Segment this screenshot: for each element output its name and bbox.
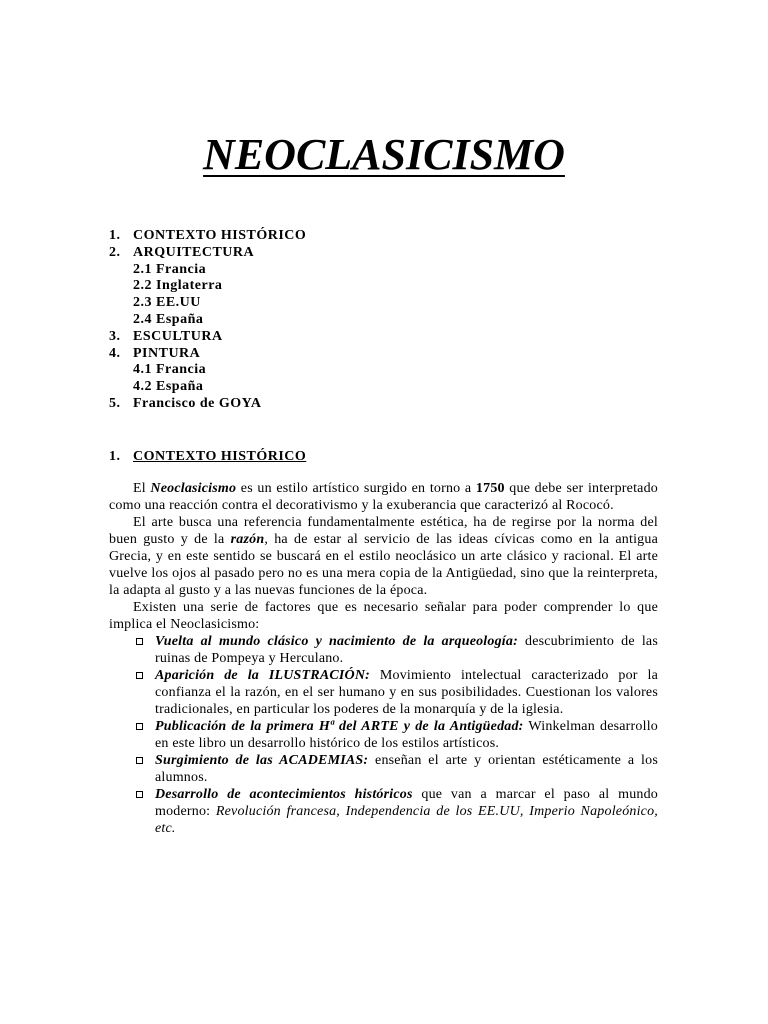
list-item-title: Desarrollo de acontecimientos históricos (155, 787, 413, 802)
toc-item (109, 396, 306, 413)
text-run: que debe ser interpretado como una reacción contra el decorativismo y la exuberancia que caracterizó al Rococó. (109, 481, 658, 513)
toc-item (109, 346, 306, 363)
list-item-title: Publicación de la primera Hª del ARTE y de la Antigüedad: (155, 719, 524, 734)
factor-list (109, 633, 658, 837)
emphasis-term: razón (230, 532, 265, 547)
toc-item-label: PINTURA (133, 345, 201, 361)
toc-item (109, 228, 306, 245)
toc-item (109, 329, 306, 346)
toc-item-number: 3. (109, 328, 121, 344)
list-item (109, 667, 658, 718)
toc-subitem: 4.1 Francia (133, 362, 207, 378)
section-body (109, 480, 658, 837)
toc-subitem: 2.3 EE.UU (133, 295, 201, 311)
toc-item-label: Francisco de GOYA (133, 395, 262, 411)
emphasis-term: Neoclasicismo (150, 481, 237, 496)
toc-subitem: 4.2 España (133, 379, 204, 395)
list-item (109, 752, 658, 786)
toc-item-number: 4. (109, 345, 121, 361)
section-number: 1. (109, 449, 121, 464)
toc-subitem: 2.1 Francia (133, 261, 207, 277)
list-item-title: Vuelta al mundo clásico y nacimiento de la arqueología: (155, 634, 518, 649)
text-run: El (133, 481, 151, 496)
toc-item-number: 5. (109, 395, 121, 411)
list-item-text: que van a marcar el paso al mundo moderno: (155, 787, 658, 819)
list-item-title: Surgimiento de las ACADEMIAS: (155, 753, 369, 768)
text-run: , ha de estar al servicio de las ideas cívicas como en la antigua Grecia, y en este sentido se buscará en el estilo neoclásico un arte clásico y racional. El arte vuelve los ojos al pasado pero no es una mera copia de la Antigüedad, sino que la reinterpreta, la adapta al gusto y a las nuevas funciones de la época. (109, 532, 658, 598)
list-item-text: descubrimiento de las ruinas de Pompeya y Herculano. (155, 634, 658, 666)
paragraph: Existen una serie de factores que es necesario señalar para poder comprender lo que implica el Neoclasicismo: (109, 600, 658, 632)
section-heading-text: CONTEXTO HISTÓRICO (133, 449, 307, 464)
toc-item-label: ARQUITECTURA (133, 244, 255, 260)
list-item (109, 633, 658, 667)
list-item (109, 718, 658, 752)
toc-item-label: ESCULTURA (133, 328, 223, 344)
toc-subitem: 2.2 Inglaterra (133, 278, 223, 294)
list-item-italic-text: Revolución francesa, Independencia de los EE.UU, Imperio Napoleónico, etc. (155, 804, 658, 836)
text-run: es un estilo artístico surgido en torno a (236, 481, 476, 496)
list-item-text: Winkelman desarrollo en este libro un desarrollo histórico de los estilos artísticos. (155, 719, 658, 751)
section-heading (109, 448, 306, 465)
text-run: El arte busca una referencia fundamentalmente estética, ha de regirse por la norma del buen gusto y de la (109, 515, 658, 547)
list-item (109, 786, 658, 837)
toc-item-label: CONTEXTO HISTÓRICO (133, 228, 307, 243)
table-of-contents (109, 228, 306, 413)
page-title-text: NEOCLASICISMO (203, 130, 565, 179)
list-item-text: Movimiento intelectual caracterizado por la confianza el la razón, en el ser humano y en sus posibilidades. Cuestionan los valores tradicionales, en particular los poderes de la monarquía y de la iglesia. (155, 668, 658, 717)
emphasis-year: 1750 (475, 481, 505, 496)
toc-item-number: 1. (109, 228, 121, 243)
toc-item-number: 2. (109, 244, 121, 260)
page-title (0, 130, 768, 180)
toc-subitem: 2.4 España (133, 311, 204, 327)
list-item-title: Aparición de la ILUSTRACIÓN: (155, 668, 371, 683)
toc-item (109, 245, 306, 262)
list-item-text: enseñan el arte y orientan estéticamente a los alumnos. (155, 753, 658, 785)
paragraph (109, 514, 658, 599)
paragraph (109, 480, 658, 514)
